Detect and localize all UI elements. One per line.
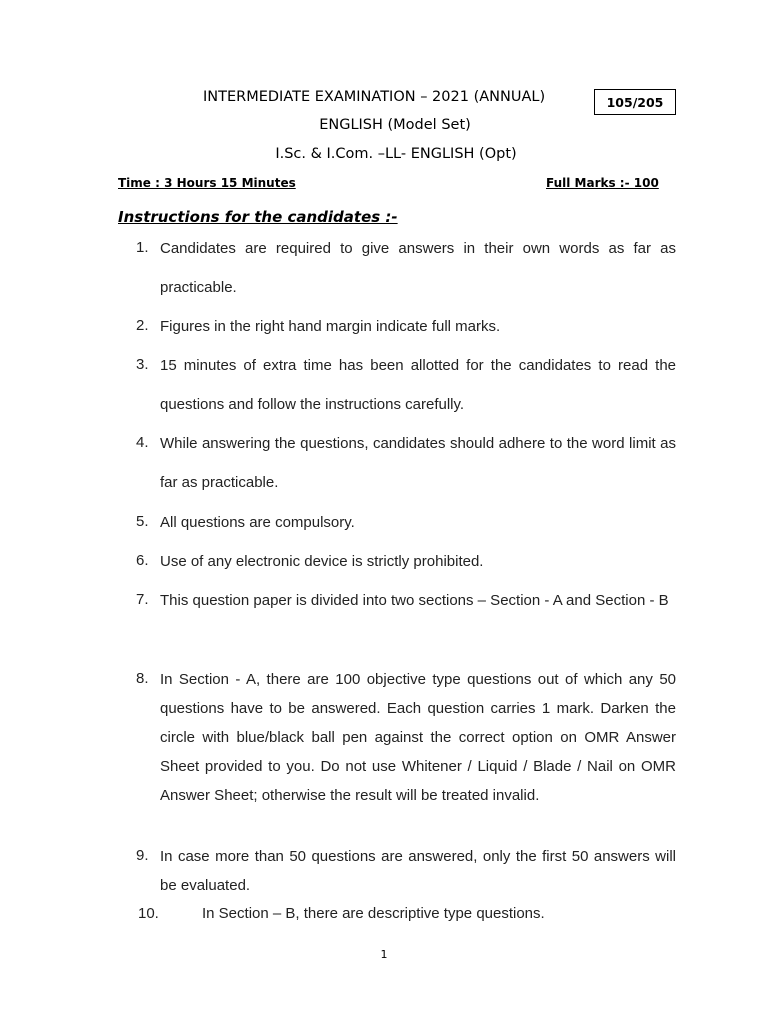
instruction-number: 9. [136,847,149,864]
instruction-text: This question paper is divided into two sections – Section - A and Section - B [160,592,669,609]
instruction-number: 3. [136,356,149,373]
instruction-item [136,346,676,424]
instruction-number: 7. [136,591,149,608]
instruction-item [136,581,676,620]
instruction-number: 6. [136,552,149,569]
instruction-text: Use of any electronic device is strictly prohibited. [160,553,484,570]
course-title: I.Sc. & I.Com. –LL- ENGLISH (Opt) [275,146,517,162]
instruction-number: 4. [136,434,149,451]
exam-title: INTERMEDIATE EXAMINATION – 2021 (ANNUAL) [203,89,546,105]
instruction-text: 15 minutes of extra time has been allotted for the candidates to read the questions and follow the instructions carefully. [160,357,676,413]
paper-code-box: 105/205 [594,89,676,115]
instruction-text: In Section - A, there are 100 objective type questions out of which any 50 questions have to be answered. Each question carries 1 mark. Darken the circle with blue/black ball pen against the correct option on OMR Answer Sheet provided to you. Do not use Whitener / Liquid / Blade / Nail on OMR Answer Sheet; otherwise the result will be treated invalid. [160,671,676,804]
instructions-heading: Instructions for the candidates :- [118,208,398,226]
instruction-number: 10. [138,905,159,922]
instruction-item [136,665,676,810]
instruction-text: In case more than 50 questions are answered, only the first 50 answers will be evaluated. [160,848,676,894]
instruction-text: Candidates are required to give answers in their own words as far as practicable. [160,240,676,296]
instruction-item [136,307,676,346]
instruction-number: 8. [136,670,149,687]
instruction-number: 1. [136,239,149,256]
instruction-number: 2. [136,317,149,334]
instruction-text: Figures in the right hand margin indicate full marks. [160,318,501,335]
instruction-text: All questions are compulsory. [160,514,355,531]
subject-title: ENGLISH (Model Set) [319,117,471,133]
page-number: 1 [380,948,388,961]
instruction-text: While answering the questions, candidates should adhere to the word limit as far as practicable. [160,435,676,491]
instruction-item [136,503,676,542]
instruction-number: 5. [136,513,149,530]
instruction-item [136,229,676,307]
instruction-text: In Section – B, there are descriptive type questions. [202,905,545,922]
instruction-item [136,842,676,900]
instruction-item [136,424,676,502]
full-marks: Full Marks :- 100 [546,176,659,190]
time-allowed: Time : 3 Hours 15 Minutes [118,176,296,190]
instruction-item [136,542,676,581]
